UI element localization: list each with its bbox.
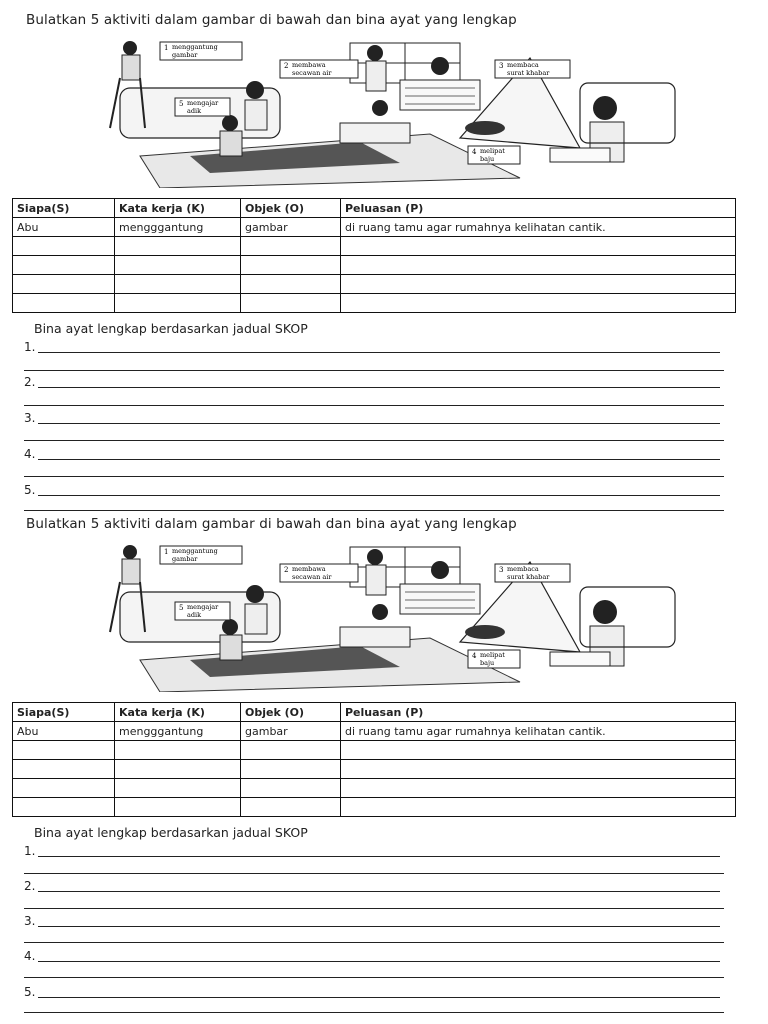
svg-text:surat khabar: surat khabar	[507, 69, 550, 77]
blank-line[interactable]	[24, 873, 724, 874]
answer-line-1[interactable]	[24, 337, 724, 353]
answer-line-1[interactable]	[24, 841, 724, 857]
subtitle: Bina ayat lengkap berdasarkan jadual SKOP	[34, 321, 308, 336]
subtitle: Bina ayat lengkap berdasarkan jadual SKOP	[34, 825, 308, 840]
table-cell[interactable]	[115, 275, 241, 294]
answer-line-5[interactable]	[24, 480, 724, 496]
svg-text:membaca: membaca	[507, 61, 539, 69]
table-cell[interactable]	[341, 798, 736, 817]
table-header-row	[13, 703, 736, 722]
table-row	[13, 237, 736, 256]
answer-number: 3.	[24, 914, 36, 928]
header-peluasan: Peluasan (P)	[341, 199, 736, 218]
svg-text:menggantung: menggantung	[172, 547, 218, 555]
table-row	[13, 218, 736, 237]
table-cell[interactable]: mengggantung	[115, 218, 241, 237]
header-peluasan: Peluasan (P)	[341, 703, 736, 722]
blank-line[interactable]	[24, 405, 724, 406]
svg-text:1: 1	[164, 44, 169, 52]
table-row	[13, 779, 736, 798]
label-5	[175, 98, 230, 116]
svg-text:membawa: membawa	[292, 565, 326, 573]
answer-number: 4.	[24, 447, 36, 461]
svg-text:baju: baju	[480, 659, 495, 667]
table-row	[13, 256, 736, 275]
table-cell[interactable]	[341, 237, 736, 256]
svg-text:melipat: melipat	[480, 651, 505, 659]
table-cell[interactable]	[13, 741, 115, 760]
table-cell[interactable]	[115, 798, 241, 817]
table-cell[interactable]	[115, 760, 241, 779]
table-cell[interactable]	[341, 256, 736, 275]
svg-text:adik: adik	[187, 107, 202, 115]
svg-text:secawan air: secawan air	[292, 573, 332, 581]
label-4	[468, 650, 520, 668]
blank-line[interactable]	[24, 370, 724, 371]
blank-line[interactable]	[24, 977, 724, 978]
table-cell[interactable]: Abu	[13, 218, 115, 237]
svg-text:5: 5	[179, 604, 184, 612]
answer-number: 2.	[24, 879, 36, 893]
instruction-text: Bulatkan 5 aktiviti dalam gambar di bawah dan bina ayat yang lengkap	[26, 516, 517, 532]
table-cell[interactable]	[241, 275, 341, 294]
table-header-row	[13, 199, 736, 218]
table-cell[interactable]	[13, 779, 115, 798]
table-cell[interactable]	[13, 237, 115, 256]
svg-text:4: 4	[472, 148, 477, 156]
answer-line-5[interactable]	[24, 982, 724, 998]
answer-number: 5.	[24, 985, 36, 999]
table-cell[interactable]: mengggantung	[115, 722, 241, 741]
answer-line-4[interactable]	[24, 946, 724, 962]
header-kata-kerja: Kata kerja (K)	[115, 199, 241, 218]
table-row	[13, 722, 736, 741]
svg-text:menggantung: menggantung	[172, 43, 218, 51]
svg-text:gambar: gambar	[172, 555, 198, 563]
label-4	[468, 146, 520, 164]
blank-line[interactable]	[24, 476, 724, 477]
table-cell[interactable]	[115, 237, 241, 256]
skop-table	[12, 702, 736, 817]
svg-text:surat khabar: surat khabar	[507, 573, 550, 581]
svg-text:membawa: membawa	[292, 61, 326, 69]
svg-text:mengajar: mengajar	[187, 603, 219, 611]
header-siapa: Siapa(S)	[13, 199, 115, 218]
answer-line-4[interactable]	[24, 444, 724, 460]
blank-line[interactable]	[24, 908, 724, 909]
header-siapa: Siapa(S)	[13, 703, 115, 722]
instruction-text: Bulatkan 5 aktiviti dalam gambar di bawah dan bina ayat yang lengkap	[26, 12, 517, 28]
blank-line[interactable]	[24, 942, 724, 943]
table-cell[interactable]	[13, 256, 115, 275]
table-cell[interactable]	[241, 294, 341, 313]
table-cell[interactable]	[341, 275, 736, 294]
header-kata-kerja: Kata kerja (K)	[115, 703, 241, 722]
blank-line[interactable]	[24, 440, 724, 441]
table-row	[13, 798, 736, 817]
table-cell[interactable]: Abu	[13, 722, 115, 741]
table-cell[interactable]	[241, 798, 341, 817]
answer-line-3[interactable]	[24, 408, 724, 424]
family-activities-illustration	[100, 542, 680, 692]
table-cell[interactable]	[341, 779, 736, 798]
svg-text:gambar: gambar	[172, 51, 198, 59]
label-3	[495, 60, 570, 78]
svg-text:2: 2	[284, 62, 289, 70]
table-cell[interactable]	[241, 256, 341, 275]
table-cell[interactable]	[241, 760, 341, 779]
table-row	[13, 760, 736, 779]
header-objek: Objek (O)	[241, 199, 341, 218]
svg-text:5: 5	[179, 100, 184, 108]
table-cell[interactable]	[115, 294, 241, 313]
header-objek: Objek (O)	[241, 703, 341, 722]
table-cell[interactable]	[241, 741, 341, 760]
answer-number: 3.	[24, 411, 36, 425]
label-5	[175, 602, 230, 620]
table-cell[interactable]: gambar	[241, 722, 341, 741]
table-cell[interactable]	[13, 760, 115, 779]
table-row	[13, 741, 736, 760]
table-cell[interactable]: di ruang tamu agar rumahnya kelihatan cantik.	[341, 218, 736, 237]
table-cell[interactable]	[241, 779, 341, 798]
svg-text:3: 3	[499, 566, 504, 574]
svg-text:2: 2	[284, 566, 289, 574]
answer-number: 2.	[24, 375, 36, 389]
table-cell[interactable]: di ruang tamu agar rumahnya kelihatan cantik.	[341, 722, 736, 741]
svg-text:melipat: melipat	[480, 147, 505, 155]
table-row	[13, 275, 736, 294]
skop-table	[12, 198, 736, 313]
answer-number: 4.	[24, 949, 36, 963]
answer-number: 1.	[24, 340, 36, 354]
svg-text:mengajar: mengajar	[187, 99, 219, 107]
family-activities-illustration	[100, 38, 680, 188]
worksheet-section-2	[0, 504, 768, 1024]
table-cell[interactable]	[115, 779, 241, 798]
svg-text:membaca: membaca	[507, 565, 539, 573]
table-cell[interactable]	[13, 294, 115, 313]
label-3	[495, 564, 570, 582]
answer-number: 1.	[24, 844, 36, 858]
table-row	[13, 294, 736, 313]
table-cell[interactable]	[341, 294, 736, 313]
blank-line[interactable]	[24, 1012, 724, 1013]
svg-text:1: 1	[164, 548, 169, 556]
svg-text:secawan air: secawan air	[292, 69, 332, 77]
table-cell[interactable]	[241, 237, 341, 256]
table-cell[interactable]	[341, 741, 736, 760]
svg-text:baju: baju	[480, 155, 495, 163]
svg-text:4: 4	[472, 652, 477, 660]
table-cell[interactable]: gambar	[241, 218, 341, 237]
table-cell[interactable]	[13, 798, 115, 817]
table-cell[interactable]	[13, 275, 115, 294]
svg-text:adik: adik	[187, 611, 202, 619]
label-2	[280, 60, 358, 78]
table-cell[interactable]	[115, 741, 241, 760]
svg-text:3: 3	[499, 62, 504, 70]
table-cell[interactable]	[115, 256, 241, 275]
answer-line-2[interactable]	[24, 876, 724, 892]
label-1	[160, 546, 242, 564]
table-cell[interactable]	[341, 760, 736, 779]
label-2	[280, 564, 358, 582]
answer-line-3[interactable]	[24, 911, 724, 927]
answer-line-2[interactable]	[24, 372, 724, 388]
label-1	[160, 42, 242, 60]
answer-number: 5.	[24, 483, 36, 497]
